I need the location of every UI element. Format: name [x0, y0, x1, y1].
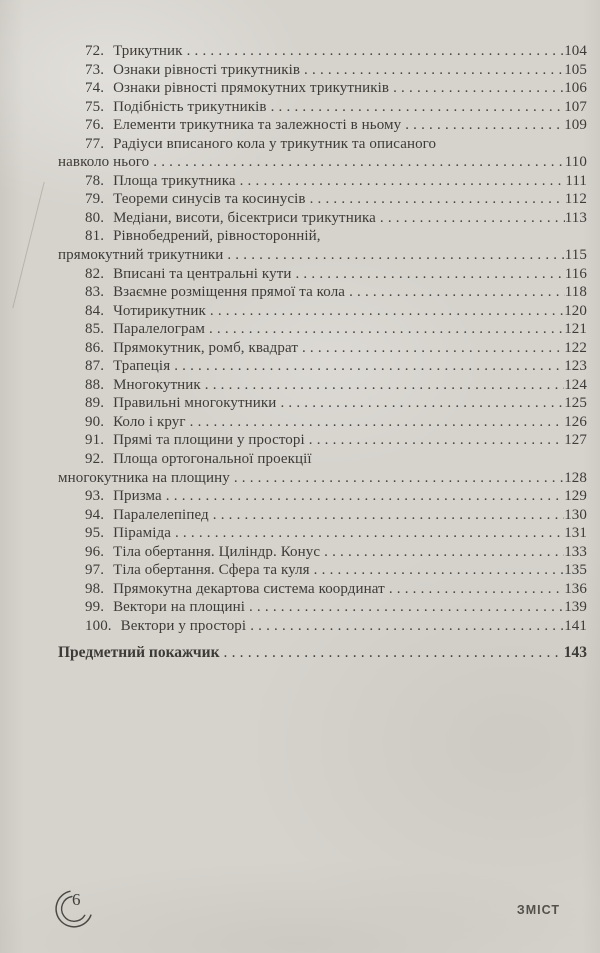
toc-entry: [58, 357, 587, 376]
entry-title: Тіла обертання. Сфера та куля: [113, 562, 310, 579]
entry-continuation: многокутника на площину: [58, 469, 230, 486]
page-number-ornament: [46, 886, 102, 942]
dot-leader: [310, 561, 565, 580]
entry-title: Прямі та площини у просторі: [113, 432, 305, 449]
entry-number: 83.: [85, 284, 105, 301]
dot-leader: [320, 543, 564, 562]
toc-entry: [58, 394, 587, 413]
toc-entry-line: [58, 450, 587, 469]
toc-entry: [58, 79, 587, 98]
dot-leader: [345, 283, 565, 302]
entry-page-number: 111: [565, 172, 587, 189]
toc-entry: [58, 190, 587, 209]
toc-entry-line: [58, 116, 587, 135]
entry-title: Чотирикутник: [113, 302, 206, 319]
entry-page-number: 136: [564, 580, 587, 597]
entry-title: Медіани, висоти, бісектриси трикутника: [113, 209, 376, 226]
dot-leader: [230, 469, 564, 488]
entry-page-number: 112: [564, 191, 587, 208]
toc-entry-line: [58, 172, 587, 191]
entry-page-number: 127: [564, 432, 587, 449]
entry-page-number: 128: [564, 469, 587, 486]
toc-entry-line: [58, 376, 587, 395]
entry-number: 97.: [85, 562, 105, 579]
toc-entry-line: [58, 320, 587, 339]
entry-page-number: 122: [564, 339, 587, 356]
entry-page-number: 124: [564, 376, 587, 393]
entry-number: 100.: [85, 617, 112, 634]
toc-entry: [58, 543, 587, 562]
entry-number: 78.: [85, 172, 105, 189]
entry-continuation: навколо нього: [58, 154, 150, 171]
toc-entry: [58, 116, 587, 135]
toc-entry: [58, 61, 587, 80]
toc-entry: [58, 413, 587, 432]
toc-entry: [58, 42, 587, 61]
entry-page-number: 109: [564, 117, 587, 134]
entry-number: 91.: [85, 432, 105, 449]
entry-title: Паралелограм: [113, 321, 205, 338]
dot-leader: [267, 98, 565, 117]
dot-leader: [220, 643, 559, 662]
entry-page-number: 110: [564, 154, 587, 171]
entry-number: 77.: [85, 135, 105, 152]
entry-number: 89.: [85, 395, 105, 412]
entry-page-number: 139: [564, 599, 587, 616]
entry-number: 73.: [85, 61, 105, 78]
toc-entry: [58, 524, 587, 543]
entry-number: 90.: [85, 413, 105, 430]
toc-entry: [58, 561, 587, 580]
entry-title: Вписані та центральні кути: [113, 265, 292, 282]
dot-leader: [306, 190, 565, 209]
entry-number: 99.: [85, 599, 105, 616]
entry-number: 79.: [85, 191, 105, 208]
toc-entry: [58, 487, 587, 506]
entry-number: 86.: [85, 339, 105, 356]
entry-page-number: 104: [564, 43, 587, 59]
entry-title: Трапеція: [113, 358, 171, 375]
footer-section-label: ЗМІСТ: [516, 903, 560, 917]
entry-page-number: 135: [564, 562, 587, 579]
dot-leader: [245, 598, 564, 617]
entry-page-number: 115: [564, 247, 587, 264]
entry-title: Піраміда: [113, 525, 171, 542]
entry-page-number: 120: [564, 302, 587, 319]
entry-page-number: 123: [564, 358, 587, 375]
toc-entry-line: [58, 598, 587, 617]
dot-leader: [201, 376, 564, 395]
entry-number: 82.: [85, 265, 105, 282]
dot-leader: [223, 246, 564, 265]
toc-entry: [58, 339, 587, 358]
dot-leader: [291, 265, 564, 284]
toc-entry-line: [58, 339, 587, 358]
entry-page-number: 107: [564, 98, 587, 115]
toc-entry: [58, 580, 587, 599]
entry-title: Правильні многокутники: [113, 395, 277, 412]
toc-entry-line: [58, 506, 587, 525]
toc-entry-continuation-line: [58, 469, 587, 488]
entry-page-number: 125: [564, 395, 587, 412]
toc-index-entry: [58, 643, 587, 662]
entry-page-number: 129: [564, 488, 587, 505]
entry-title: Ознаки рівності трикутників: [113, 61, 301, 78]
toc-list: [58, 42, 587, 636]
entry-number: 85.: [85, 321, 105, 338]
entry-page-number: 105: [564, 61, 587, 78]
toc-entry-line: [58, 524, 587, 543]
entry-title: Радіуси вписаного кола у трикутник та описаного: [113, 135, 437, 152]
entry-title: Прямокутна декартова система координат: [113, 580, 385, 597]
toc-entry-continuation-line: [58, 246, 587, 265]
dot-leader: [298, 339, 564, 358]
toc-entry-line: [58, 413, 587, 432]
entry-title: Тіла обертання. Циліндр. Конус: [113, 543, 321, 560]
toc-entry-line: [58, 617, 587, 636]
toc-entry: [58, 209, 587, 228]
toc-entry-line: [58, 302, 587, 321]
dot-leader: [149, 153, 564, 172]
entry-number: 81.: [85, 228, 105, 245]
entry-title: Коло і круг: [113, 413, 186, 430]
toc-entry-line: [58, 580, 587, 599]
entry-number: 80.: [85, 209, 105, 226]
dot-leader: [162, 487, 564, 506]
entry-number: 92.: [85, 451, 105, 468]
entry-number: 98.: [85, 580, 105, 597]
entry-number: 88.: [85, 376, 105, 393]
entry-title: Трикутник: [113, 43, 183, 59]
entry-number: 72.: [85, 43, 105, 59]
toc-entry-line: [58, 431, 587, 450]
dot-leader: [276, 394, 564, 413]
toc-entry-line: [58, 209, 587, 228]
entry-page-number: 113: [564, 209, 587, 226]
scan-scratch-artifact: [12, 182, 44, 308]
dot-leader: [385, 580, 564, 599]
toc-entry-line: [58, 98, 587, 117]
entry-title: Взаємне розміщення прямої та кола: [113, 284, 346, 301]
dot-leader: [305, 431, 564, 450]
entry-title: Ознаки рівності прямокутних трикутників: [113, 80, 390, 97]
toc-entry-line: [58, 190, 587, 209]
entry-title: Подібність трикутників: [113, 98, 267, 115]
dot-leader: [183, 42, 565, 61]
toc-entry-line: [58, 357, 587, 376]
entry-title: Елементи трикутника та залежності в ньому: [113, 117, 402, 134]
toc-entry-line: [58, 487, 587, 506]
entry-page-number: 118: [564, 284, 587, 301]
toc-entry: [58, 227, 587, 264]
toc-entry: [58, 135, 587, 172]
index-entry-page-number: 143: [563, 644, 587, 661]
toc-entry-line: [58, 394, 587, 413]
entry-title: Паралелепіпед: [113, 506, 209, 523]
entry-title: Площа ортогональної проекції: [113, 451, 312, 468]
page-number: 6: [72, 890, 81, 909]
entry-number: 75.: [85, 98, 105, 115]
page-footer: [0, 880, 600, 953]
entry-page-number: 133: [564, 543, 587, 560]
dot-leader: [170, 357, 564, 376]
entry-page-number: 141: [564, 617, 587, 634]
toc-entry-line: [58, 135, 587, 154]
entry-page-number: 121: [564, 321, 587, 338]
entry-page-number: 131: [564, 525, 587, 542]
toc-entry: [58, 450, 587, 487]
dot-leader: [206, 302, 564, 321]
entry-title: Рівнобедрений, рівносторонній,: [113, 228, 321, 245]
dot-leader: [376, 209, 565, 228]
entry-number: 87.: [85, 358, 105, 375]
entry-title: Многокутник: [113, 376, 201, 393]
toc-entry-continuation-line: [58, 153, 587, 172]
dot-leader: [171, 524, 564, 543]
entry-number: 84.: [85, 302, 105, 319]
entry-number: 76.: [85, 117, 105, 134]
entry-title: Вектори на площині: [113, 599, 245, 616]
toc-entry-line: [58, 561, 587, 580]
entry-title: Вектори у просторі: [120, 617, 247, 634]
toc-entry-line: [58, 543, 587, 562]
entry-title: Площа трикутника: [113, 172, 236, 189]
dot-leader: [389, 79, 564, 98]
dot-leader: [236, 172, 566, 191]
entry-number: 74.: [85, 80, 105, 97]
toc-entry: [58, 506, 587, 525]
toc-entry: [58, 617, 587, 636]
toc-entry-line: [58, 79, 587, 98]
entry-page-number: 116: [564, 265, 587, 282]
toc-entry-line: [58, 42, 587, 61]
toc-entry: [58, 283, 587, 302]
toc-entry-line: [58, 283, 587, 302]
entry-title: Призма: [113, 488, 162, 505]
dot-leader: [300, 61, 564, 80]
entry-number: 95.: [85, 525, 105, 542]
index-entry-title: Предметний покажчик: [58, 644, 220, 661]
dot-leader: [401, 116, 564, 135]
toc-entry: [58, 431, 587, 450]
entry-number: 94.: [85, 506, 105, 523]
toc-entry: [58, 598, 587, 617]
entry-number: 96.: [85, 543, 105, 560]
toc-entry: [58, 320, 587, 339]
toc-entry: [58, 376, 587, 395]
entry-number: 93.: [85, 488, 105, 505]
entry-title: Теореми синусів та косинусів: [113, 191, 306, 208]
dot-leader: [186, 413, 565, 432]
toc-entry-line: [58, 61, 587, 80]
dot-leader: [205, 320, 564, 339]
toc-entry-line: [58, 227, 587, 246]
entry-title: Прямокутник, ромб, квадрат: [113, 339, 298, 356]
toc-entry: [58, 98, 587, 117]
toc-entry: [58, 302, 587, 321]
dot-leader: [246, 617, 564, 636]
toc-entry: [58, 172, 587, 191]
entry-page-number: 126: [564, 413, 587, 430]
toc-entry: [58, 265, 587, 284]
toc-entry-line: [58, 265, 587, 284]
entry-page-number: 130: [564, 506, 587, 523]
entry-page-number: 106: [564, 80, 587, 97]
entry-continuation: прямокутний трикутники: [58, 247, 224, 264]
dot-leader: [209, 506, 564, 525]
